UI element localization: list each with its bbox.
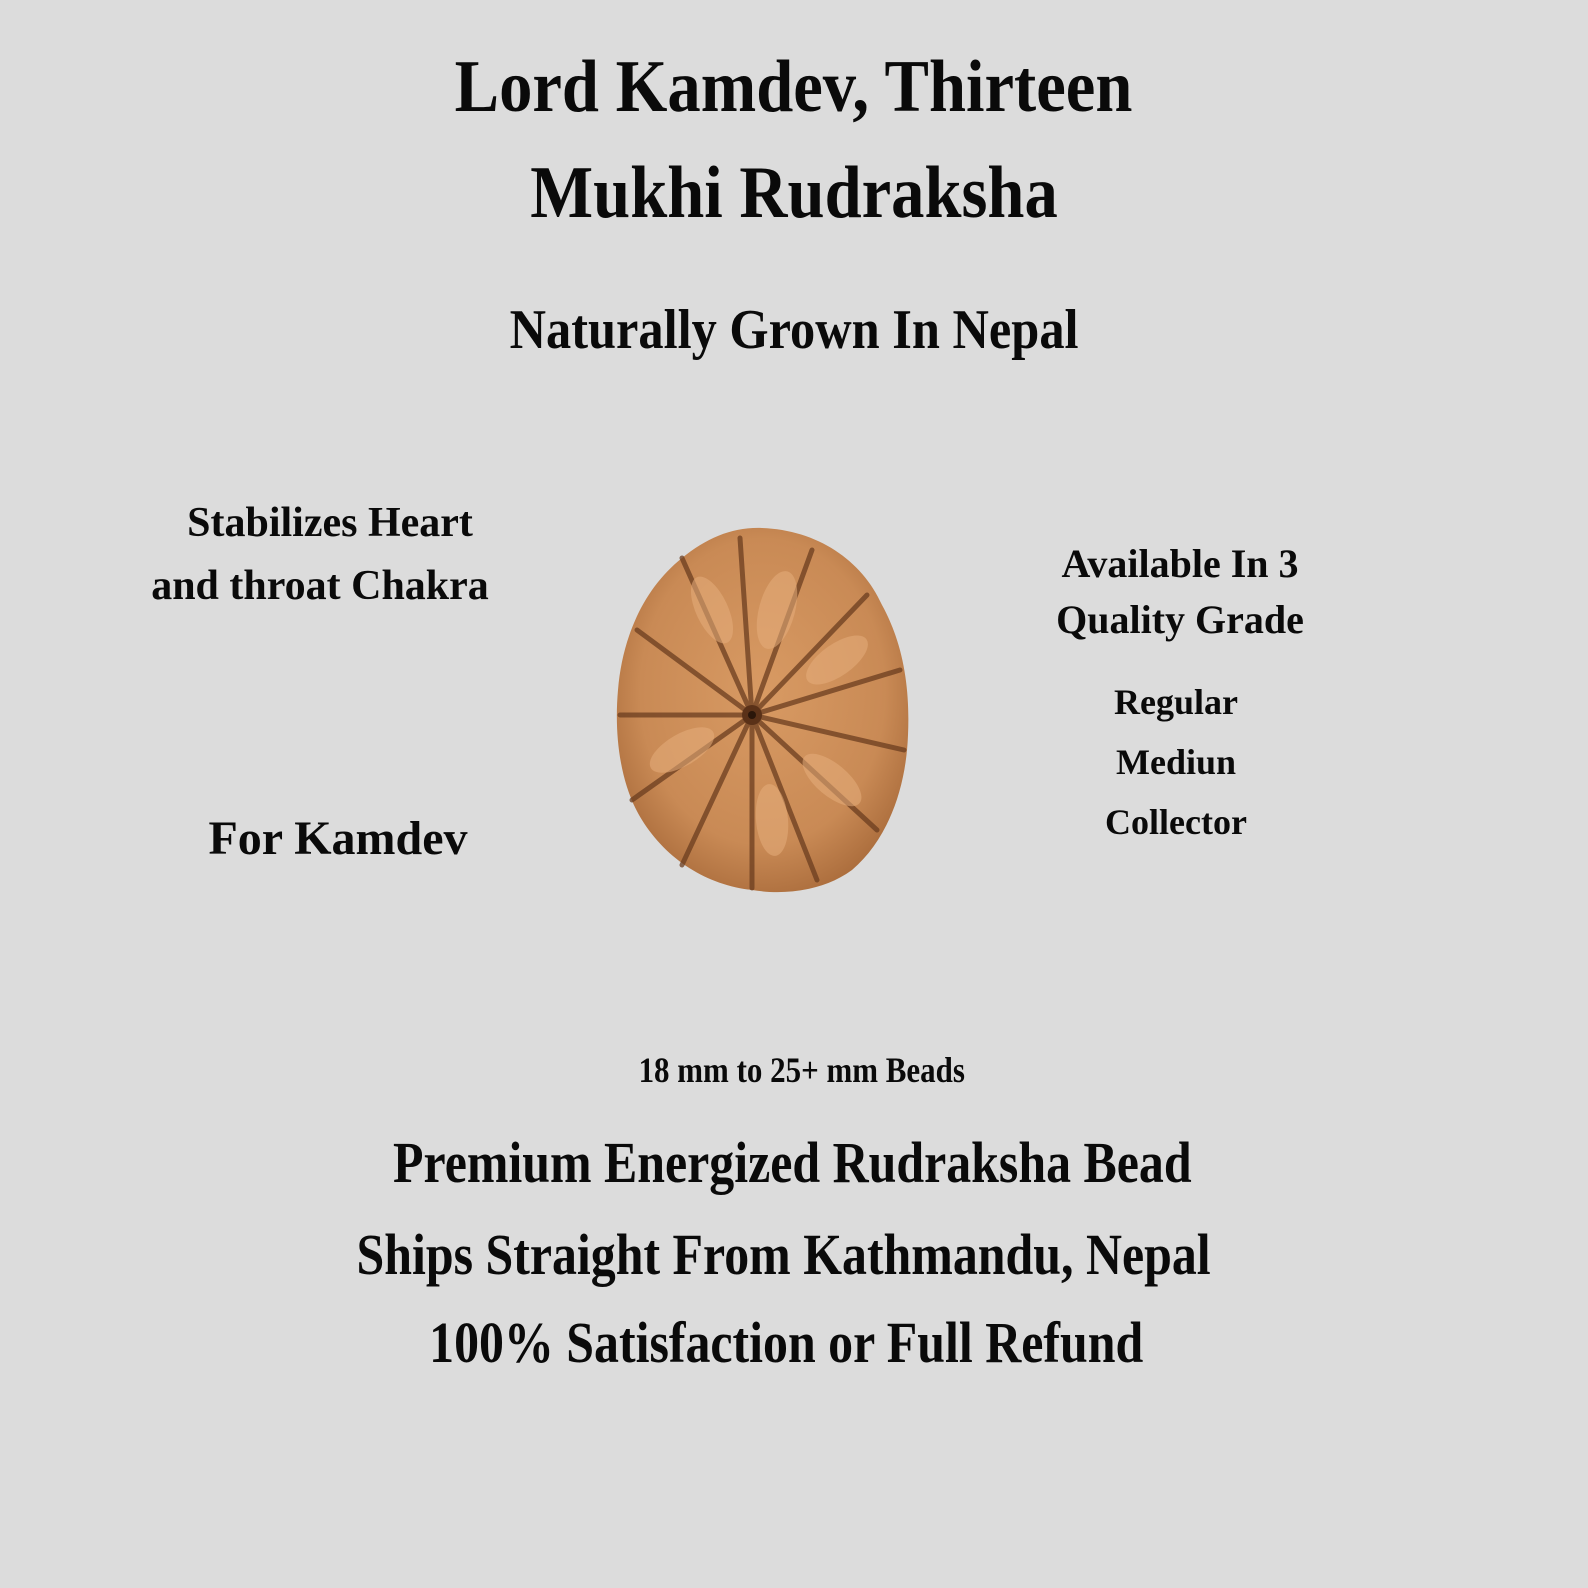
rudraksha-bead-image (612, 520, 912, 895)
title-line-1: Lord Kamdev, Thirteen (455, 46, 1133, 128)
grade-medium: Mediun (1115, 742, 1237, 782)
availability-line-1: Available In 3 (1061, 541, 1299, 586)
feature-refund: 100% Satisfaction or Full Refund (428, 1310, 1144, 1375)
deity-label: For Kamdev (208, 812, 468, 865)
bead-size: 18 mm to 25+ mm Beads (638, 1050, 966, 1090)
benefit-line-1: Stabilizes Heart (187, 500, 473, 546)
feature-energized: Premium Energized Rudraksha Bead (392, 1130, 1192, 1195)
grade-collector: Collector (1105, 802, 1247, 842)
benefit-line-2: and throat Chakra (151, 563, 489, 609)
feature-shipping: Ships Straight From Kathmandu, Nepal (356, 1222, 1212, 1287)
availability-line-2: Quality Grade (1056, 597, 1304, 642)
grade-regular: Regular (1114, 682, 1238, 722)
subtitle: Naturally Grown In Nepal (509, 299, 1079, 361)
title-line-2: Mukhi Rudraksha (530, 152, 1058, 234)
